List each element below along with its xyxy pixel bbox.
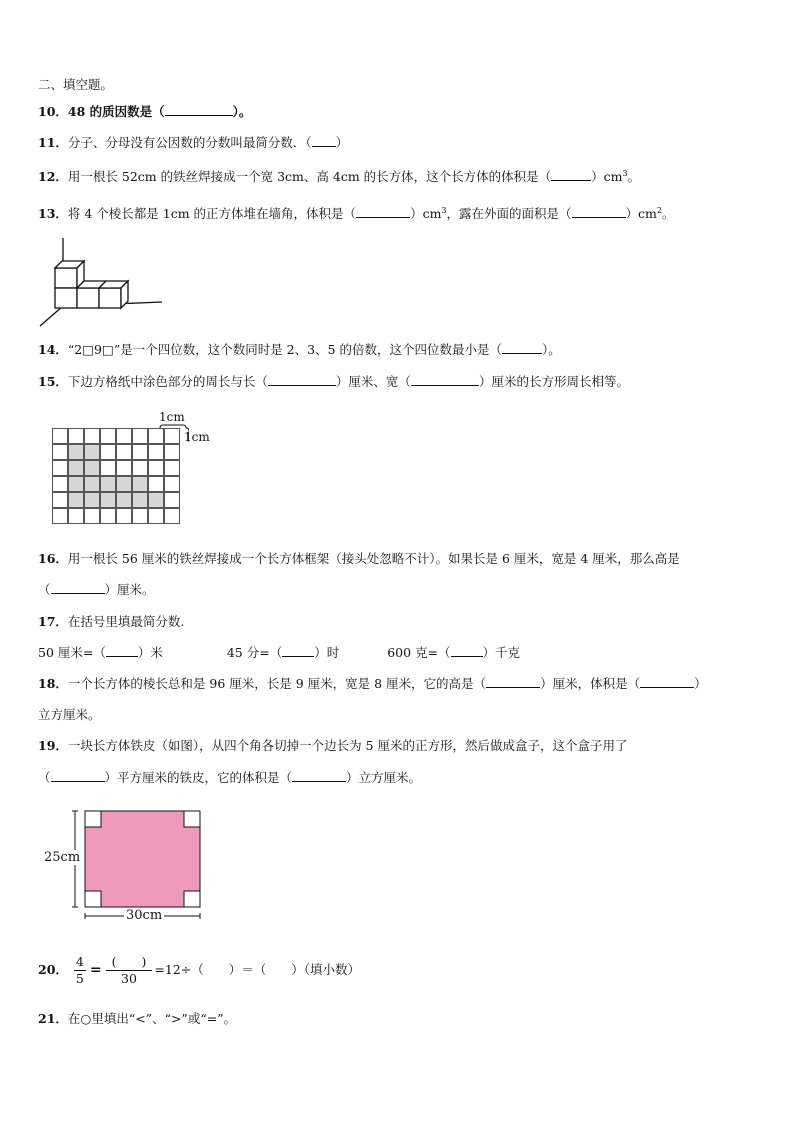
- question-text: ）: [694, 676, 707, 691]
- question-11: [38, 135, 348, 151]
- height-label: 25cm: [44, 850, 81, 865]
- grid-cell: [148, 460, 164, 476]
- grid-cell: [68, 428, 84, 444]
- grid-cell: [132, 460, 148, 476]
- grid-cell: [116, 460, 132, 476]
- question-number: 21．: [38, 1011, 68, 1026]
- question-text: ，露在外面的面积是（: [446, 206, 572, 222]
- answer-blank[interactable]: [502, 342, 542, 354]
- answer-blank[interactable]: [411, 374, 479, 386]
- question-text: 下边方格纸中涂色部分的周长与长（: [67, 374, 268, 389]
- answer-blank[interactable]: [572, 206, 626, 218]
- question-16-cont: [38, 582, 155, 598]
- question-text: ）: [335, 135, 349, 150]
- question-text: 将 4 个棱长都是 1cm 的正方体堆在墙角，体积是（: [67, 206, 357, 222]
- question-text: 用一根长 52cm 的铁丝焊接成一个宽 3cm、高 4cm 的长方体，这个长方体的体积是（: [67, 169, 552, 185]
- grid-cell: [148, 508, 164, 524]
- question-text: （: [38, 770, 51, 785]
- question-text: ）厘米的长方形周长相等。: [478, 374, 629, 389]
- grid-cell: [52, 460, 68, 476]
- grid-cell: [164, 508, 180, 524]
- question-text: ）厘米、宽（: [335, 374, 411, 389]
- question-text: 分子、分母没有公因数的分数叫最简分数．（: [67, 135, 312, 150]
- part-1-unit: ）米: [137, 645, 163, 660]
- question-text: ）。: [232, 104, 252, 119]
- question-text: ）厘米，体积是（: [540, 676, 641, 691]
- grid-cell: [132, 508, 148, 524]
- question-text: ）cm: [591, 169, 623, 185]
- grid-cell: [164, 476, 180, 492]
- grid-figure: [52, 412, 222, 530]
- grid-cell-shaded: [116, 492, 132, 508]
- numerator: 4: [75, 953, 84, 969]
- question-number: 16．: [38, 551, 68, 566]
- question-text: =12÷（ ）＝（ ）（填小数）: [154, 962, 360, 977]
- question-text: 用一根长 56 厘米的铁丝焊接成一个长方体框架（接头处忽略不计）。如果长是 6 厘米，宽是 4 厘米，那么高是: [67, 551, 680, 566]
- part-3-unit: ）千克: [482, 645, 521, 660]
- question-12: [38, 166, 640, 185]
- part-2-unit: ）时: [314, 645, 340, 660]
- answer-blank[interactable]: [165, 104, 233, 116]
- grid-cell: [116, 428, 132, 444]
- question-text: ）厘米。: [104, 582, 155, 597]
- question-text: 。: [627, 169, 641, 185]
- measure-brace: [159, 422, 189, 446]
- part-3: 600 克=（: [387, 645, 451, 660]
- iron-sheet-figure: [40, 806, 215, 926]
- grid-cell: [100, 444, 116, 460]
- question-17-parts: [38, 645, 520, 661]
- fraction-four-fifths: [74, 954, 86, 987]
- question-text: 。: [661, 206, 675, 222]
- grid-cell: [52, 476, 68, 492]
- answer-blank[interactable]: [106, 645, 138, 657]
- grid-cell: [148, 476, 164, 492]
- question-number: 11．: [38, 135, 68, 150]
- grid-cell-shaded: [84, 476, 100, 492]
- answer-blank[interactable]: [292, 770, 346, 782]
- part-2: 45 分=（: [226, 645, 283, 660]
- question-text: （: [38, 582, 51, 597]
- question-text: 一个长方体的棱长总和是 96 厘米，长是 9 厘米，宽是 8 厘米，它的高是（: [67, 676, 487, 691]
- question-text: ）平方厘米的铁皮，它的体积是（: [104, 770, 293, 785]
- grid-cell: [52, 492, 68, 508]
- question-text: ）cm: [625, 206, 657, 222]
- question-text: ）。: [542, 342, 561, 357]
- question-number: 13．: [38, 206, 68, 222]
- question-10: [38, 104, 251, 120]
- question-17: [38, 614, 184, 630]
- question-18-cont: 立方厘米。: [38, 707, 101, 722]
- grid-cell-shaded: [68, 476, 84, 492]
- answer-blank[interactable]: [312, 135, 336, 147]
- cubes-figure: [38, 236, 168, 328]
- question-text: 48 的质因数是（: [67, 104, 165, 119]
- grid-cell: [100, 460, 116, 476]
- question-20: [38, 952, 360, 988]
- grid-cell: [164, 460, 180, 476]
- denominator: 5: [75, 970, 84, 986]
- grid-cell: [52, 444, 68, 460]
- grid-cell: [52, 508, 68, 524]
- grid-cell: [164, 444, 180, 460]
- grid-cell: [148, 444, 164, 460]
- superscript: 3: [441, 206, 447, 215]
- question-number: 15．: [38, 374, 68, 389]
- question-text: ）立方厘米。: [346, 770, 422, 785]
- grid-cell: [100, 428, 116, 444]
- question-14: [38, 342, 561, 358]
- denominator: 30: [121, 970, 137, 986]
- grid-cell-shaded: [68, 492, 84, 508]
- answer-blank[interactable]: [551, 169, 591, 181]
- grid-cell-shaded: [132, 476, 148, 492]
- grid-cell-shaded: [148, 492, 164, 508]
- answer-blank[interactable]: [451, 645, 483, 657]
- question-number: 18．: [38, 676, 68, 691]
- answer-blank[interactable]: [282, 645, 314, 657]
- question-number: 20．: [38, 962, 68, 977]
- fraction-blank-over-30[interactable]: [106, 954, 153, 987]
- grid-cell-shaded: [132, 492, 148, 508]
- question-number: 10．: [38, 104, 68, 119]
- grid-cell-shaded: [100, 492, 116, 508]
- question-18: [38, 676, 707, 692]
- question-number: 17．: [38, 614, 68, 629]
- question-19: [38, 738, 628, 754]
- question-text: 在括号里填最简分数.: [67, 614, 185, 629]
- answer-blank[interactable]: [640, 676, 694, 688]
- grid-cell-shaded: [100, 476, 116, 492]
- answer-blank[interactable]: [51, 582, 105, 594]
- grid-cell: [116, 444, 132, 460]
- grid-cell-shaded: [84, 492, 100, 508]
- question-15: [38, 374, 629, 390]
- question-text: “2□9□”是一个四位数，这个数同时是 2、3、5 的倍数，这个四位数最小是（: [67, 342, 503, 357]
- equals-sign: =: [89, 962, 102, 978]
- answer-blank[interactable]: [486, 676, 540, 688]
- grid-cell: [132, 444, 148, 460]
- question-number: 14．: [38, 342, 68, 357]
- grid-cell: [84, 428, 100, 444]
- cell-height-label: 1cm: [184, 430, 210, 444]
- grid-cell: [52, 428, 68, 444]
- question-16: [38, 551, 680, 567]
- answer-blank[interactable]: [268, 374, 336, 386]
- question-text: ）cm: [410, 206, 442, 222]
- question-number: 19．: [38, 738, 68, 753]
- width-label: 30cm: [126, 908, 163, 923]
- grid-cell: [132, 428, 148, 444]
- answer-blank[interactable]: [356, 206, 410, 218]
- cell-width-label: 1cm: [159, 410, 185, 424]
- question-number: 12．: [38, 169, 68, 185]
- grid-cell: [68, 508, 84, 524]
- question-21: [38, 1011, 236, 1027]
- grid-cell: [116, 508, 132, 524]
- grid-cell-shaded: [68, 444, 84, 460]
- question-text: 一块长方体铁皮（如图），从四个角各切掉一个边长为 5 厘米的正方形，然后做成盒子，这个盒子用了: [67, 738, 628, 753]
- part-1: 50 厘米=（: [38, 645, 106, 660]
- question-19-cont: [38, 770, 421, 786]
- superscript: 2: [656, 206, 662, 215]
- numerator-blank[interactable]: ( ): [106, 954, 153, 971]
- grid-cell-shaded: [84, 444, 100, 460]
- section-title: 二、填空题。: [38, 77, 114, 92]
- answer-blank[interactable]: [51, 770, 105, 782]
- grid-cell-shaded: [84, 460, 100, 476]
- grid-cell: [84, 508, 100, 524]
- grid-cell: [164, 492, 180, 508]
- grid-cell: [100, 508, 116, 524]
- grid-cell-shaded: [68, 460, 84, 476]
- question-13: [38, 203, 675, 222]
- grid-cell-shaded: [116, 476, 132, 492]
- superscript: 3: [622, 169, 628, 178]
- question-text: 在○里填出“<”、“>”或“=”。: [67, 1011, 237, 1026]
